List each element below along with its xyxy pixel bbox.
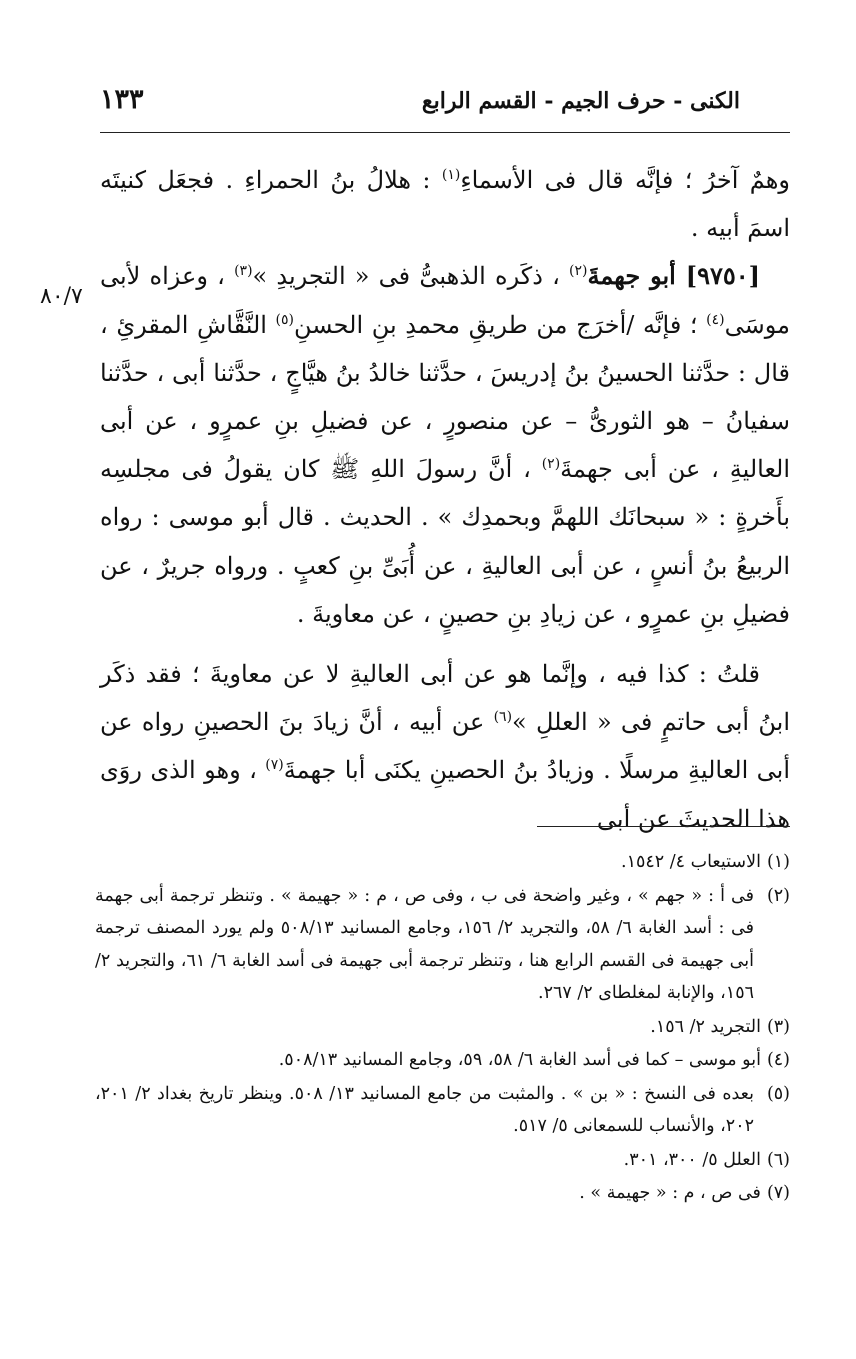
footnote-marker[interactable]: (٢) (541, 456, 561, 473)
paragraph-3 (100, 650, 790, 843)
footnote (95, 846, 790, 879)
footnote-number: (٦) (766, 1149, 790, 1170)
footnote-number: (٣) (766, 1016, 790, 1037)
text-run: النَّقَّاشِ المقرئِ ، قال : حدَّثنا الحسينُ بنُ إدريسَ ، حدَّثنا خالدُ بنُ هيَّاجٍ ، حدَّثنا أبى ، حدَّثنا سفيانُ – هو الثورىُّ – عن منصورٍ ، عن فضيلِ بنِ عمرٍو ، عن أبى العاليةِ ، عن أبى جهمةَ (100, 310, 790, 484)
footnote-text: بعده فى النسخ : « بن » . والمثبت من جامع المسانيد ١٣/ ٥٠٨. وينظر تاريخ بغداد ٢/ ٢٠١، ٢٠٢، والأنساب للسمعانى ٥/ ٥١٧. (95, 1083, 754, 1136)
text-run: : هلالُ بنُ الحمراءِ . فجعَل كنيتَه اسمَ أبيه . (100, 166, 790, 243)
text-run: ، ذكَره الذهبىُّ فى « التجريدِ » (252, 262, 570, 291)
footnotes (95, 846, 790, 1211)
paragraph-2 (100, 252, 790, 638)
text-run: ، وعزاه لأبى موسَى (100, 262, 790, 339)
footnote-marker[interactable]: (٣) (234, 263, 253, 280)
footnote (95, 1177, 790, 1210)
main-text (100, 156, 790, 843)
footnote-number: (١) (766, 852, 790, 872)
footnote-marker[interactable]: (٤) (706, 311, 725, 328)
entry-number: [٩٧٥٠] (685, 261, 760, 291)
page-number: ١٣٣ (100, 84, 144, 115)
footnote (95, 1044, 790, 1077)
footnote-marker[interactable]: (٥) (275, 311, 294, 328)
footnote-marker[interactable]: (٢) (569, 263, 588, 280)
footnote-number: (٢) (766, 885, 790, 906)
footnote-text: العلل ٥/ ٣٠٠، ٣٠١. (623, 1149, 761, 1170)
text-run: ، وهو الذى روَى هذا الحديثَ عن أبى (100, 756, 790, 833)
footnote-separator (537, 826, 790, 827)
footnote-text: أبو موسى – كما فى أسد الغابة ٦/ ٥٨، ٥٩، وجامع المسانيد ٥٠٨/١٣. (278, 1050, 761, 1070)
text-run: عن أبيه ، أنَّ زيادَ بنَ الحصينِ رواه عن أبى العاليةِ مرسلًا . وزيادُ بنُ الحصينِ يكنَى أبا جهمةَ (100, 708, 790, 785)
footnote (95, 1078, 790, 1143)
footnote-text: الاستيعاب ٤/ ١٥٤٢. (620, 852, 761, 872)
footnote-marker[interactable]: (١) (441, 167, 461, 183)
running-title: الكنى - حرف الجيم - القسم الرابع (421, 88, 740, 114)
text-run: ، أنَّ رسولَ اللهِ ﷺ كان يقولُ فى مجلسِه بأَخرةٍ : « سبحانَك اللهمَّ وبحمدِك » . الحديث . قال أبو موسى : رواه الربيعُ بنُ أنسٍ ، عن أبى العاليةِ ، عن أُبَىِّ بنِ كعبٍ . ورواه جريرٌ ، عن فضيلِ بنِ عمرٍو ، عن زيادِ بنِ حصينٍ ، عن معاويةَ . (100, 455, 790, 628)
margin-reference: ٨٠/٧ (40, 284, 83, 309)
text-run: وهمٌ آخرُ ؛ فإنَّه قال فى الأسماءِ (460, 166, 790, 194)
footnote (95, 1144, 790, 1177)
text-run: ؛ فإنَّه /أخرَج من طريقِ محمدِ بنِ الحسنِ (294, 310, 707, 339)
footnote-marker[interactable]: (٦) (493, 709, 513, 726)
footnote-marker[interactable]: (٧) (265, 757, 284, 774)
footnote-number: (٧) (766, 1183, 790, 1203)
footnote (95, 1011, 790, 1044)
footnote-text: فى ص ، م : « جهيمة » . (579, 1183, 761, 1203)
footnote-number: (٤) (766, 1050, 790, 1070)
entry-name: أبو جهمةَ (587, 261, 686, 291)
footnote-number: (٥) (766, 1083, 790, 1104)
paragraph-1 (100, 156, 790, 252)
page-header (100, 84, 790, 133)
text-run: قلتُ : كذا فيه ، وإنَّما هو عن أبى العاليةِ لا عن معاويةَ ؛ فقد ذكَر ابنُ أبى حاتمٍ فى « العللِ » (100, 660, 790, 737)
footnote (95, 880, 790, 1010)
footnote-text: التجريد ٢/ ١٥٦. (650, 1016, 761, 1037)
footnote-text: فى أ : « جهم » ، وغير واضحة فى ب ، وفى ص ، م : « جهيمة » . وتنظر ترجمة أبى جهمة فى : أسد الغابة ٦/ ٥٨، والتجريد ٢/ ١٥٦، وجامع المسانيد ٥٠٨/١٣ ولم يورد المصنف ترجمة أبى جهيمة فى القسم الرابع هنا ، وتنظر ترجمة أبى جهيمة فى أسد الغابة ٦/ ٦١، والتجريد ٢/ ١٥٦، والإنابة لمغلطاى ٢/ ٢٦٧. (95, 885, 755, 1003)
